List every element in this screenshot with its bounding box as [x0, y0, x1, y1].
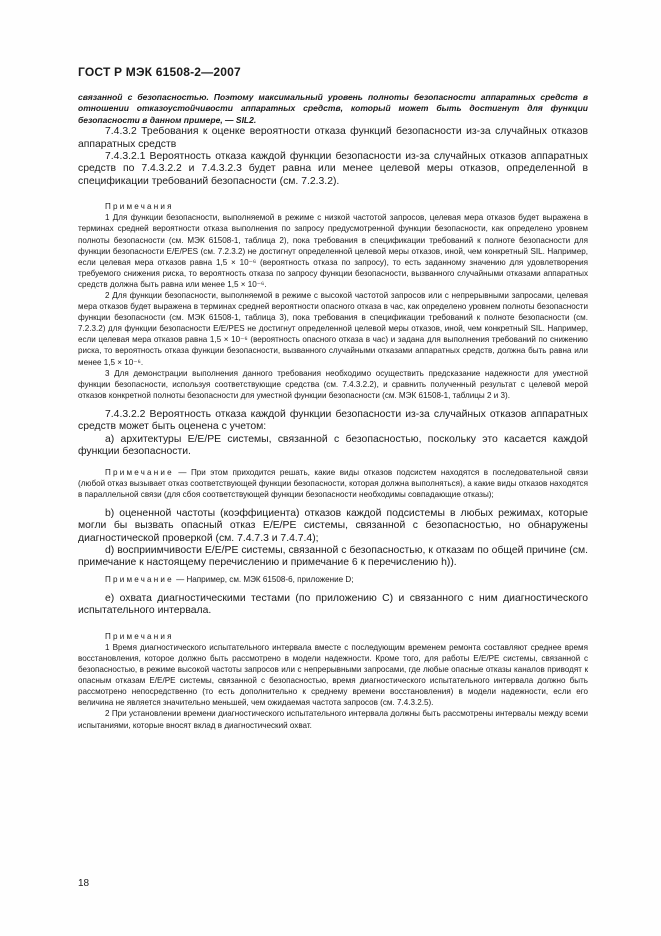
note-1: 1 Для функции безопасности, выполняемой в режиме с низкой частотой запросов, целевая мера отказов будет выражена в терминах средней вероятности отказа выполнения по запросу предусмотренной функции безопасности, как определено уровнем полноты безопасности (см. МЭК 61508-1, таблица 2), пока требования в спецификации требований к полноте безопасности для функции безопасности Е/Е/РES (см. 7.2.3.2) не достигнут определенной целевой меры отказов, иной, чем конкретный SIL. Например, если целевая мера отказов равна 1,5 × 10⁻⁶ (вероятность отказа по запросу), то есть заданному значению для удовлетворения требуемого снижения риска, то вероятность отказа по запросу функции безопасности, вызванного случайными отказами аппаратных средств должна быть равна или менее 1,5 × 10⁻⁶.: [78, 213, 588, 289]
page-content: [78, 92, 588, 731]
list-item-a: а) архитектуры Е/Е/РЕ системы, связанной с безопасностью, поскольку это касается каждой функции безопасности.: [78, 433, 588, 458]
note-item-a: [78, 467, 588, 500]
list-item-b: b) оцененной частоты (коэффициента) отказов каждой подсистемы в любых режимах, которые могли бы вызвать опасный отказ Е/Е/РЕ системы, связанной с безопасностью, но обнаружены диагностической проверкой (см. 7.4.7.3 и 7.4.7.4);: [78, 507, 588, 544]
note-2-1: 1 Время диагностического испытательного интервала вместе с последующим временем ремонта составляют среднее время восстановления, которое должно быть рассмотрено в модели надежности. Кроме того, для работы Е/Е/РЕ системы, связанной с безопасностью, в режиме высокой частоты запросов или с непрерывными запросами, где любые опасные отказы каналов приводят к опасным отказам Е/Е/РЕ системы, связанной с безопасностью, время диагностического испытательного интервала должно быть рассмотрено непосредственно (то есть дополнительно к среднему времени восстановления) в модели надежности, если его величина не является значительно меньшей, чем ожидаемая частота запросов (см. 7.4.3.2.5).: [78, 642, 588, 708]
section-7-4-3-2-1: 7.4.3.2.1 Вероятность отказа каждой функции безопасности из-за случайных отказов аппаратных средств по 7.4.3.2.2 и 7.4.3.2.3 будет равна или менее целевой меры отказов, определенной в спецификации требований безопасности (см. 7.2.3.2).: [78, 151, 588, 187]
notes-heading-2: Примечания: [105, 631, 174, 641]
standard-header: ГОСТ Р МЭК 61508-2—2007: [78, 65, 241, 79]
note-label: Примечание: [105, 574, 174, 584]
note-3: 3 Для демонстрации выполнения данного требования необходимо осуществить предсказание надежности для уместной функции безопасности, используя соответствующие средства (см. 7.4.3.2.2), и сравнить полученный результат с целевой мерой отказов конкретной полноты безопасности для уместной функции безопасности (см. МЭК 61508-1, таблицы 2 и 3).: [78, 368, 588, 400]
note-2: 2 Для функции безопасности, выполняемой в режиме с высокой частотой запросов или с непрерывными запросами, целевая мера отказов будет выражена в терминах средней вероятности опасного отказа в час, как определено уровнем полноты безопасности функции безопасности (см. МЭК 61508-1, таблица 3), пока требования в спецификации требований к полноте безопасности (см. 7.2.3.2) для функции безопасности Е/Е/РES не достигнут определенной целевой меры отказов, иной, чем конкретный SIL. Например, если целевая мера отказов равна 1,5 × 10⁻⁶ (вероятность опасного отказа в час) и задана для выполнения требований по снижению риска, то вероятность отказа функции безопасности, вызванного случайными отказами аппаратных средств, должна быть равна или менее 1,5 × 10⁻⁶.: [78, 291, 588, 367]
list-item-d: d) восприимчивости Е/Е/РЕ системы, связанной с безопасностью, к отказам по общей причине (см. примечание к настоящему перечислению и примечание 6 к перечислению h)).: [78, 545, 588, 569]
note-text: — При этом приходится решать, какие виды отказов подсистем находятся в последовательной связи (любой отказ вызывает отказ соответствующей функции безопасности, которая должна выполняться), а какие виды отказов находятся в параллельной связи (для сбоя соответствующей функции безопасности необходимы совпадающие отказы);: [78, 467, 588, 499]
intro-paragraph: связанной с безопасностью. Поэтому максимальный уровень полноты безопасности аппаратных средств в отношении отказоустойчивости аппаратных средств, который может быть достигнут для функции безопасности в данном примере, — SIL2.: [78, 92, 588, 125]
section-7-4-3-2-2: 7.4.3.2.2 Вероятность отказа каждой функции безопасности из-за случайных отказов аппаратных средств может быть оценена с учетом:: [78, 408, 588, 433]
note-item-d: [78, 574, 588, 585]
note-text: — Например, см. МЭК 61508-6, приложение D;: [173, 574, 354, 584]
section-7-4-3-2: 7.4.3.2 Требования к оценке вероятности отказа функций безопасности из-за случайных отказов аппаратных средств: [78, 126, 588, 150]
page-number: 18: [78, 878, 90, 889]
notes-heading: Примечания: [105, 202, 174, 212]
list-item-e: е) охвата диагностическими тестами (по приложению С) и связанного с ним диагностического испытательного интервала.: [78, 592, 588, 617]
note-label: Примечание: [105, 467, 174, 477]
note-2-2: 2 При установлении времени диагностического испытательного интервала должны быть рассмотрены интервалы между всеми испытаниями, которые вносят вклад в диагностический охват.: [78, 709, 588, 730]
